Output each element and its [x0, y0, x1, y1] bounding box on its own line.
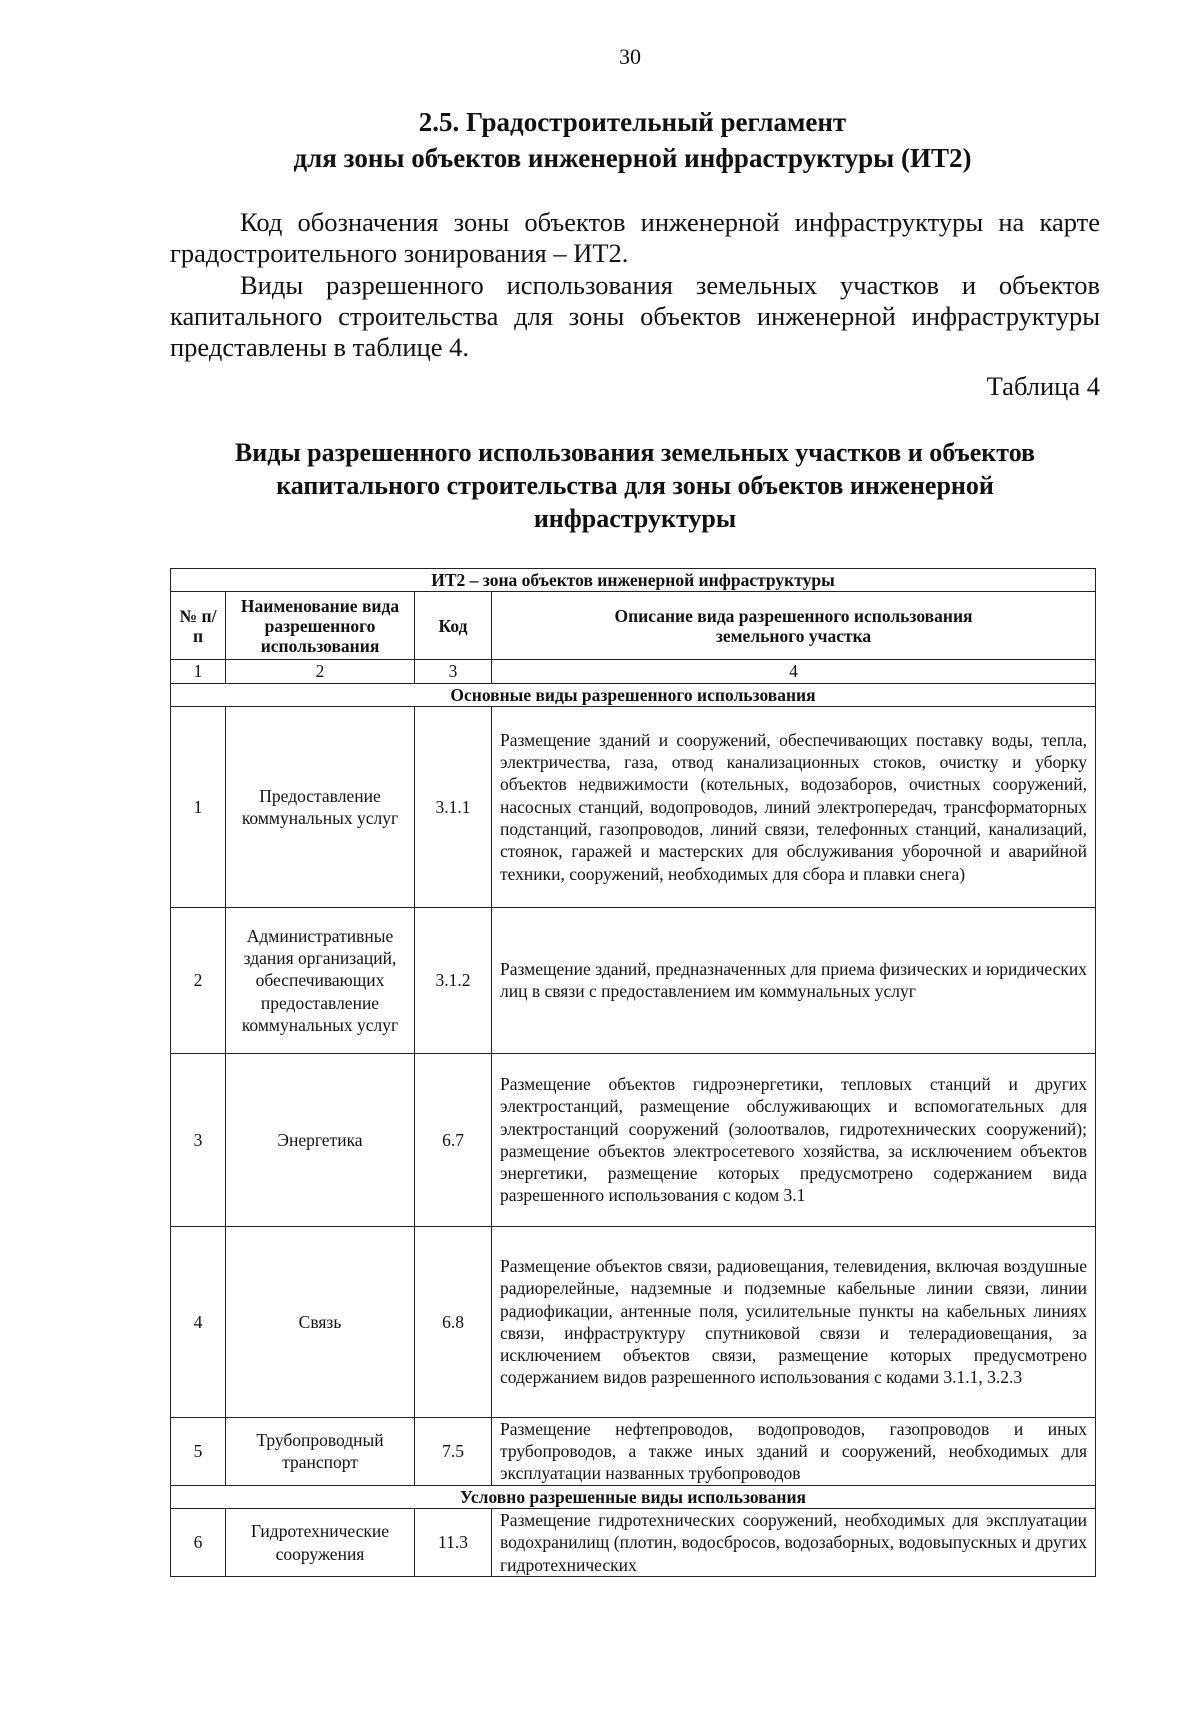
table-title	[170, 436, 1100, 535]
row-use-name: Трубопроводный транспорт	[226, 1417, 415, 1485]
table-row	[171, 907, 1096, 1053]
row-description: Размещение зданий и сооружений, обеспечивающих поставку воды, тепла, электричества, газа, отвод канализационных стоков, очистку и уборку объектов недвижимости (котельных, водозаборов, очистных сооружений, насосных станций, водопроводов, линий электропередач, трансформаторных подстанций, газопроводов, линий связи, телефонных станций, канализаций, стоянок, гаражей и мастерских для обслуживания уборочной и аварийной техники, сооружений, необходимых для сбора и плавки снега)	[492, 706, 1096, 907]
row-number: 5	[171, 1417, 226, 1485]
table-label: Таблица 4	[986, 371, 1100, 401]
zone-header: ИТ2 – зона объектов инженерной инфраструктуры	[171, 569, 1096, 592]
conditional-section-row	[171, 1485, 1096, 1508]
section-title-line: 2.5. Градостроительный регламент	[418, 107, 847, 137]
row-code: 7.5	[415, 1417, 492, 1485]
row-code: 6.7	[415, 1053, 492, 1226]
section-title	[160, 104, 1105, 176]
row-number: 1	[171, 706, 226, 907]
row-use-name: Административные здания организаций, обеспечивающих предоставление коммунальных услуг	[226, 907, 415, 1053]
row-use-name: Энергетика	[226, 1053, 415, 1226]
row-description: Размещение объектов гидроэнергетики, тепловых станций и других электростанций, размещение обслуживающих и вспомогательных для электростанций сооружений (золоотвалов, гидротехнических сооружений); размещение объектов электросетевого хозяйства, за исключением объектов энергетики, размещение которых предусмотрено содержанием вида разрешенного использования с кодом 3.1	[492, 1053, 1096, 1226]
row-code: 11.3	[415, 1509, 492, 1577]
column-number: 1	[171, 660, 226, 683]
table-row	[171, 1417, 1096, 1485]
column-header-code: Код	[415, 592, 492, 660]
column-header-num: № п/п	[171, 592, 226, 660]
row-description: Размещение гидротехнических сооружений, необходимых для эксплуатации водохранилищ (плотин, водосбросов, водозаборных, водовыпускных и других гидротехнических	[492, 1509, 1096, 1577]
column-number-row	[171, 660, 1096, 683]
section-title-line: для зоны объектов инженерной инфраструктуры (ИТ2)	[293, 143, 972, 173]
row-code: 6.8	[415, 1226, 492, 1417]
table-row	[171, 1053, 1096, 1226]
row-use-name: Связь	[226, 1226, 415, 1417]
page-number: 30	[619, 44, 641, 69]
row-number: 6	[171, 1509, 226, 1577]
zone-code-paragraph: Код обозначения зоны объектов инженерной инфраструктуры на карте градостроительного зонирования – ИТ2.	[170, 207, 1100, 268]
row-number: 2	[171, 907, 226, 1053]
row-description: Размещение объектов связи, радиовещания, телевидения, включая воздушные радиорелейные, надземные и подземные кабельные линии связи, линии радиофикации, антенные поля, усилительные пункты на кабельных линиях связи, инфраструктуру спутниковой связи и телерадиовещания, за исключением объектов связи, размещение которых предусмотрено содержанием видов разрешенного использования с кодами 3.1.1, 3.2.3	[492, 1226, 1096, 1417]
row-code: 3.1.1	[415, 706, 492, 907]
conditional-section-header: Условно разрешенные виды использования	[171, 1485, 1096, 1508]
row-description: Размещение зданий, предназначенных для приема физических и юридических лиц в связи с предоставлением им коммунальных услуг	[492, 907, 1096, 1053]
column-header-description: Описание вида разрешенного использования земельного участка	[492, 592, 1096, 660]
column-header-row	[171, 592, 1096, 660]
uses-intro-paragraph: Виды разрешенного использования земельных участков и объектов капитального строительства для зоны объектов инженерной инфраструктуры представлены в таблице 4.	[170, 270, 1100, 362]
column-number: 2	[226, 660, 415, 683]
row-code: 3.1.2	[415, 907, 492, 1053]
table-row	[171, 1226, 1096, 1417]
row-use-name: Предоставление коммунальных услуг	[226, 706, 415, 907]
main-section-row	[171, 683, 1096, 706]
uses-table	[170, 568, 1096, 1577]
row-number: 3	[171, 1053, 226, 1226]
table-title-line: капитального строительства для зоны объектов инженерной	[276, 471, 994, 500]
zone-header-row	[171, 569, 1096, 592]
row-use-name: Гидротехнические сооружения	[226, 1509, 415, 1577]
row-description: Размещение нефтепроводов, водопроводов, газопроводов и иных трубопроводов, а также иных зданий и сооружений, необходимых для эксплуатации названных трубопроводов	[492, 1417, 1096, 1485]
row-number: 4	[171, 1226, 226, 1417]
main-section-header: Основные виды разрешенного использования	[171, 683, 1096, 706]
column-number: 4	[492, 660, 1096, 683]
column-number: 3	[415, 660, 492, 683]
table-title-line: Виды разрешенного использования земельных участков и объектов	[234, 438, 1036, 467]
column-header-name: Наименование вида разрешенного использования	[226, 592, 415, 660]
table-row	[171, 706, 1096, 907]
table-title-line: инфраструктуры	[533, 504, 737, 533]
table-row	[171, 1509, 1096, 1577]
